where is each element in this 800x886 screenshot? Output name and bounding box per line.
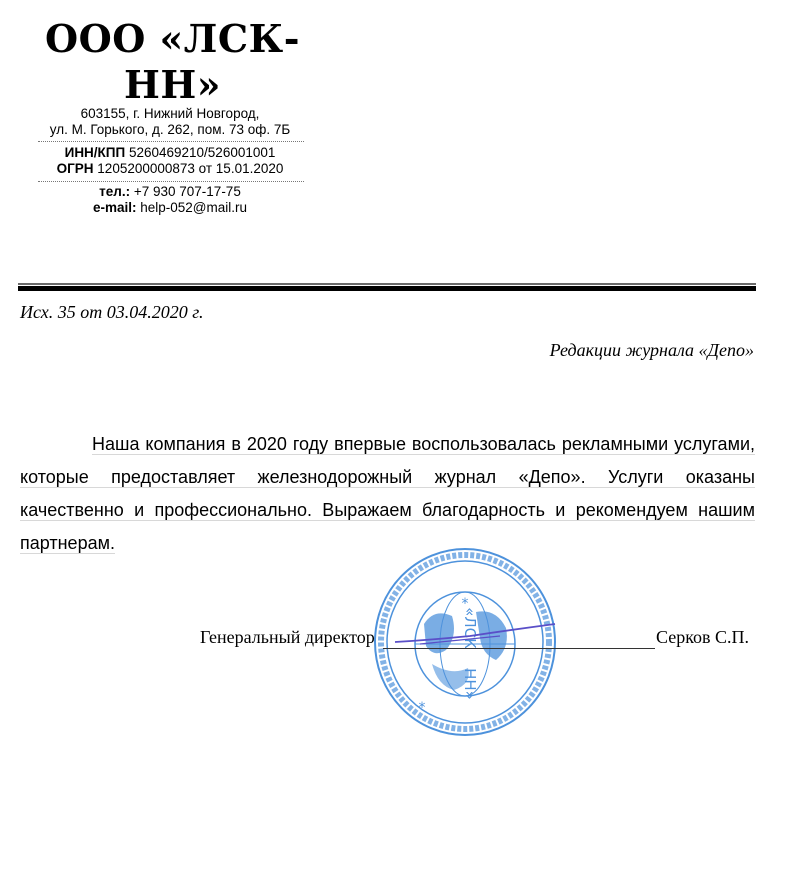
divider (38, 181, 304, 182)
address-line-1: 603155, г. Нижний Новгород, (80, 106, 260, 121)
inn-kpp (30, 145, 310, 161)
phone-value: +7 930 707-17-75 (130, 184, 241, 199)
letter-body-text: Наша компания в 2020 году впервые воспользовалась рекламными услугами, которые предоставляет железнодорожный журнал «Депо». Услуги оказаны качественно и профессионально. Выражаем благодарность и рекомендуем нашим партнерам. (20, 434, 755, 553)
stamp-star-top: * (461, 596, 469, 612)
signatory-title: Генеральный директор (200, 627, 375, 647)
inn-kpp-label: ИНН/КПП (64, 145, 126, 160)
phone (30, 184, 310, 200)
email-label: e-mail: (92, 200, 137, 215)
email (30, 200, 310, 216)
outgoing-reference: Исх. 35 от 03.04.2020 г. (20, 302, 204, 322)
stamp-center-top: «ЛСК (461, 607, 479, 649)
stamp-star-bottom: * (418, 700, 426, 716)
handwritten-signature (390, 610, 560, 650)
header-rule-thin (18, 283, 756, 285)
letter-body (20, 428, 755, 560)
company-name: ООО «ЛСК-НН» (45, 16, 300, 107)
ogrn (30, 161, 310, 177)
stamp-center-bottom: НН» (461, 668, 479, 700)
phone-label: тел.: (99, 184, 131, 199)
ogrn-value: 1205200000873 от 15.01.2020 (93, 161, 284, 176)
registration-info (30, 145, 310, 177)
recipient: Редакции журнала «Депо» (549, 340, 754, 360)
inn-kpp-value: 5260469210/526001001 (125, 145, 276, 160)
contacts (30, 184, 310, 216)
email-value: help-052@mail.ru (136, 200, 248, 215)
divider (38, 141, 304, 142)
ogrn-label: ОГРН (56, 161, 94, 176)
signatory-name: Серков С.П. (656, 627, 750, 647)
company-address (30, 106, 310, 138)
address-line-2: ул. М. Горького, д. 262, пом. 73 оф. 7Б (49, 122, 291, 137)
header-rule-thick (18, 286, 756, 291)
